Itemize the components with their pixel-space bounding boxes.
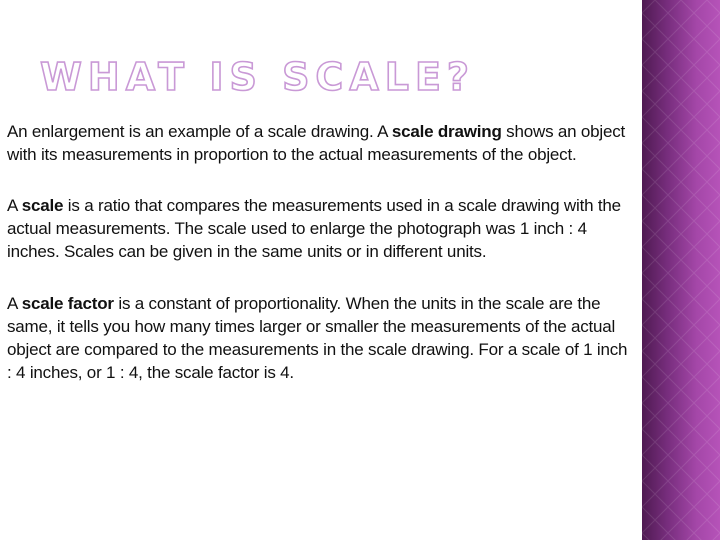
diamond-pattern-icon: [642, 0, 720, 540]
term-scale-drawing: scale drawing: [391, 122, 502, 141]
paragraph-scale-factor: [7, 292, 635, 384]
paragraph-text: shows an object with its measurements in proportion to the actual measurements of the object.: [7, 122, 626, 164]
paragraph-text: A: [7, 196, 22, 215]
slide-title: WHAT IS SCALE?: [40, 55, 475, 99]
term-scale: scale: [21, 196, 64, 215]
paragraph-scale-drawing: [7, 120, 635, 166]
paragraph-scale: [7, 194, 635, 263]
paragraph-text: A: [7, 294, 22, 313]
paragraph-text: is a constant of proportionality. When the units in the scale are the same, it tells you how many times larger or smaller the measurements of the actual object are compared to the measurements in the scale drawing. For a scale of 1 inch : 4 inches, or 1 : 4, the scale factor is 4.: [7, 294, 628, 382]
paragraph-text: is a ratio that compares the measurements used in a scale drawing with the actual measurements. The scale used to enlarge the photograph was 1 inch : 4 inches. Scales can be given in the same units or in different units.: [7, 196, 621, 261]
term-scale-factor: scale factor: [21, 294, 114, 313]
paragraph-text: An enlargement is an example of a scale drawing. A: [7, 122, 392, 141]
decorative-side-band: [642, 0, 720, 540]
slide-body: [7, 120, 635, 384]
